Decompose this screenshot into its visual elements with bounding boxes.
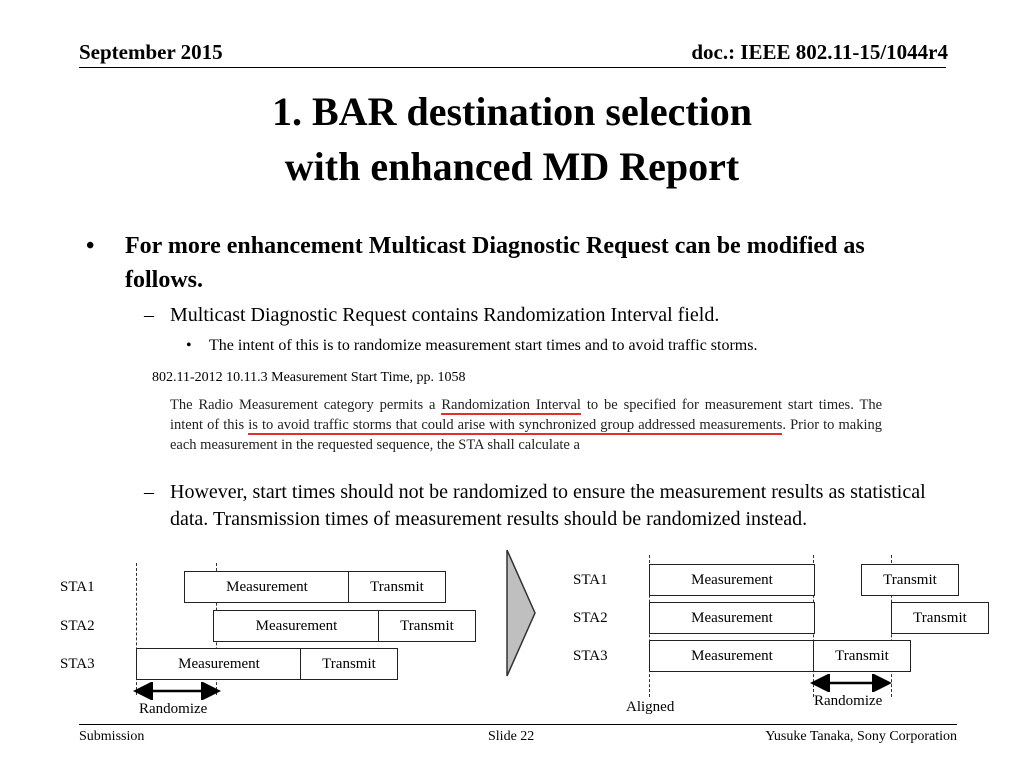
left-sta2-transmit-box: Transmit	[378, 610, 476, 642]
excerpt-highlight-traffic-storms: is to avoid traffic storms that could arise with synchronized group addressed measurements	[248, 417, 783, 433]
excerpt-text-1: The Radio Measurement category permits a	[170, 397, 442, 413]
right-sta3-measurement-box: Measurement	[649, 640, 815, 672]
header-divider	[79, 67, 946, 68]
left-sta1-transmit-box: Transmit	[348, 571, 446, 603]
slide-title-line-1: 1. BAR destination selection	[272, 89, 752, 134]
dash-marker: –	[144, 481, 154, 503]
right-aligned-label: Aligned	[626, 699, 675, 715]
excerpt-highlight-randomization-interval: Randomization Interval	[441, 397, 581, 413]
left-sta3-transmit-box: Transmit	[300, 648, 398, 680]
right-sta1-measurement-box: Measurement	[649, 564, 815, 596]
right-sta1-label: STA1	[573, 572, 608, 588]
right-sta2-transmit-box: Transmit	[891, 602, 989, 634]
right-sta3-transmit-box: Transmit	[813, 640, 911, 672]
left-sta3-measurement-box: Measurement	[136, 648, 302, 680]
spec-reference: 802.11-2012 10.11.3 Measurement Start Time, pp. 1058	[152, 370, 466, 385]
bullet-main: For more enhancement Multicast Diagnostic Request can be modified as follows.	[125, 233, 865, 293]
left-sta2-label: STA2	[60, 618, 95, 634]
right-randomize-label: Randomize	[814, 693, 883, 709]
bullet-dot: •	[86, 233, 95, 259]
left-sta1-label: STA1	[60, 579, 95, 595]
right-sta2-label: STA2	[573, 610, 608, 626]
footer-submission: Submission	[79, 729, 145, 744]
left-sta2-measurement-box: Measurement	[213, 610, 380, 642]
transition-arrow-icon	[505, 548, 537, 678]
bullet-dot-small: •	[186, 337, 192, 354]
dash-marker: –	[144, 304, 154, 326]
bullet-sub-2: However, start times should not be randomized to ensure the measurement results as statistical data. Transmission times of measurement results should be randomized instead.	[170, 481, 926, 530]
footer-author: Yusuke Tanaka, Sony Corporation	[765, 729, 957, 744]
footer-divider	[79, 724, 957, 725]
spec-excerpt	[170, 395, 882, 455]
header-doc-id: doc.: IEEE 802.11-15/1044r4	[691, 40, 948, 64]
header-date: September 2015	[79, 40, 223, 64]
bullet-sub-1: Multicast Diagnostic Request contains Randomization Interval field.	[170, 304, 720, 326]
excerpt-text-2: to be specified for measurement start times. The intent of this	[170, 397, 883, 433]
slide-title-line-2: with enhanced MD Report	[284, 144, 740, 189]
right-sta3-label: STA3	[573, 648, 608, 664]
right-sta1-transmit-box: Transmit	[861, 564, 959, 596]
right-randomize-arrow	[807, 674, 897, 692]
right-sta2-measurement-box: Measurement	[649, 602, 815, 634]
left-randomize-label: Randomize	[139, 701, 208, 717]
bullet-sub-sub-1: The intent of this is to randomize measurement start times and to avoid traffic storms.	[209, 337, 758, 354]
left-randomize-arrow	[130, 682, 226, 700]
excerpt-text-3: . Prior to making each measurement in the requested sequence, the STA shall calculate a	[170, 417, 882, 453]
footer-slide-number: Slide 22	[488, 729, 535, 744]
left-sta3-label: STA3	[60, 656, 95, 672]
left-sta1-measurement-box: Measurement	[184, 571, 350, 603]
